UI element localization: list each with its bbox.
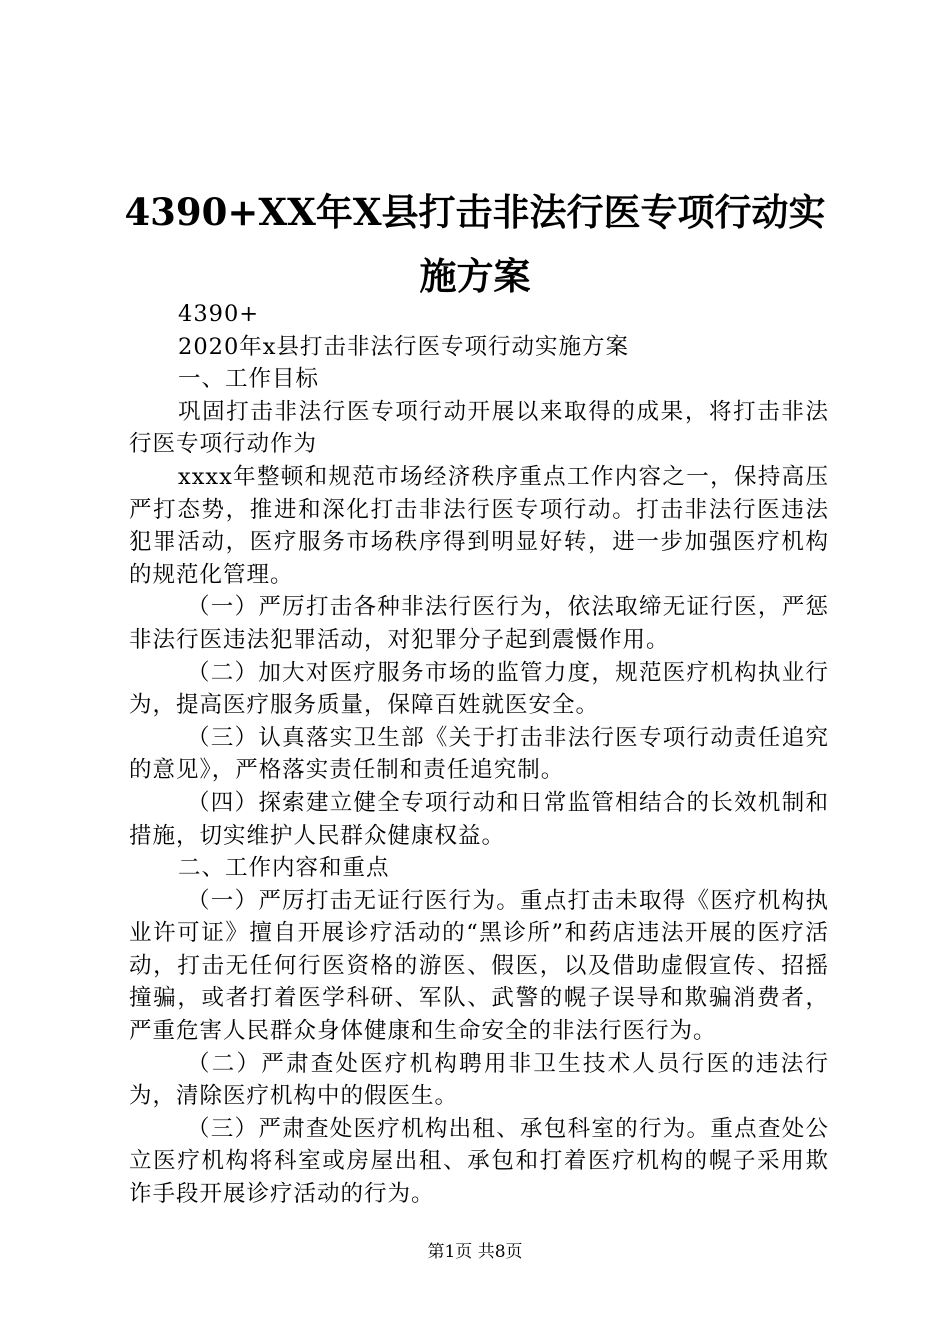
paragraph: （一）严厉打击无证行医行为。重点打击未取得《医疗机构执业许可证》擅自开展诊疗活动的“黑诊所”和药店违法开展的医疗活动，打击无任何行医资格的游医、假医，以及借助虚假宣传、招摇撞骗，或者打着医学科研、军队、武警的幌子误导和欺骗消费者，严重危害人民群众身体健康和生命安全的非法行医行为。 [129, 887, 829, 1045]
document-title: 4390+XX年X县打击非法行医专项行动实施方案 [124, 190, 826, 298]
section-heading: 二、工作内容和重点 [178, 855, 390, 882]
paragraph: xxxx年整顿和规范市场经济秩序重点工作内容之一，保持高压严打态势，推进和深化打击非法行医专项行动。打击非法行医违法犯罪活动，医疗服务市场秩序得到明显好转，进一步加强医疗机构的规范化管理。 [129, 463, 829, 588]
paragraph: 巩固打击非法行医专项行动开展以来取得的成果，将打击非法行医专项行动作为 [129, 398, 829, 458]
paragraph: （二）加大对医疗服务市场的监管力度，规范医疗机构执业行为，提高医疗服务质量，保障百姓就医安全。 [129, 659, 829, 719]
paragraph: （二）严肃查处医疗机构聘用非卫生技术人员行医的违法行为，清除医疗机构中的假医生。 [129, 1050, 829, 1110]
paragraph: （一）严厉打击各种非法行医行为，依法取缔无证行医，严惩非法行医违法犯罪活动，对犯罪分子起到震慑作用。 [129, 594, 829, 653]
paragraph: （四）探索建立健全专项行动和日常监管相结合的长效机制和措施，切实维护人民群众健康权益。 [129, 789, 829, 849]
paragraph: 2020年x县打击非法行医专项行动实施方案 [178, 333, 629, 360]
page-footer: 第1页 共8页 [427, 1242, 523, 1262]
section-heading: 一、工作目标 [178, 366, 320, 393]
paragraph: （三）认真落实卫生部《关于打击非法行医专项行动责任追究的意见》，严格落实责任制和责任追究制。 [129, 724, 829, 784]
document-body [129, 298, 829, 1211]
paragraph: （三）严肃查处医疗机构出租、承包科室的行为。重点查处公立医疗机构将科室或房屋出租、承包和打着医疗机构的幌子采用欺诈手段开展诊疗活动的行为。 [129, 1115, 829, 1208]
paragraph: 4390+ [178, 301, 260, 327]
